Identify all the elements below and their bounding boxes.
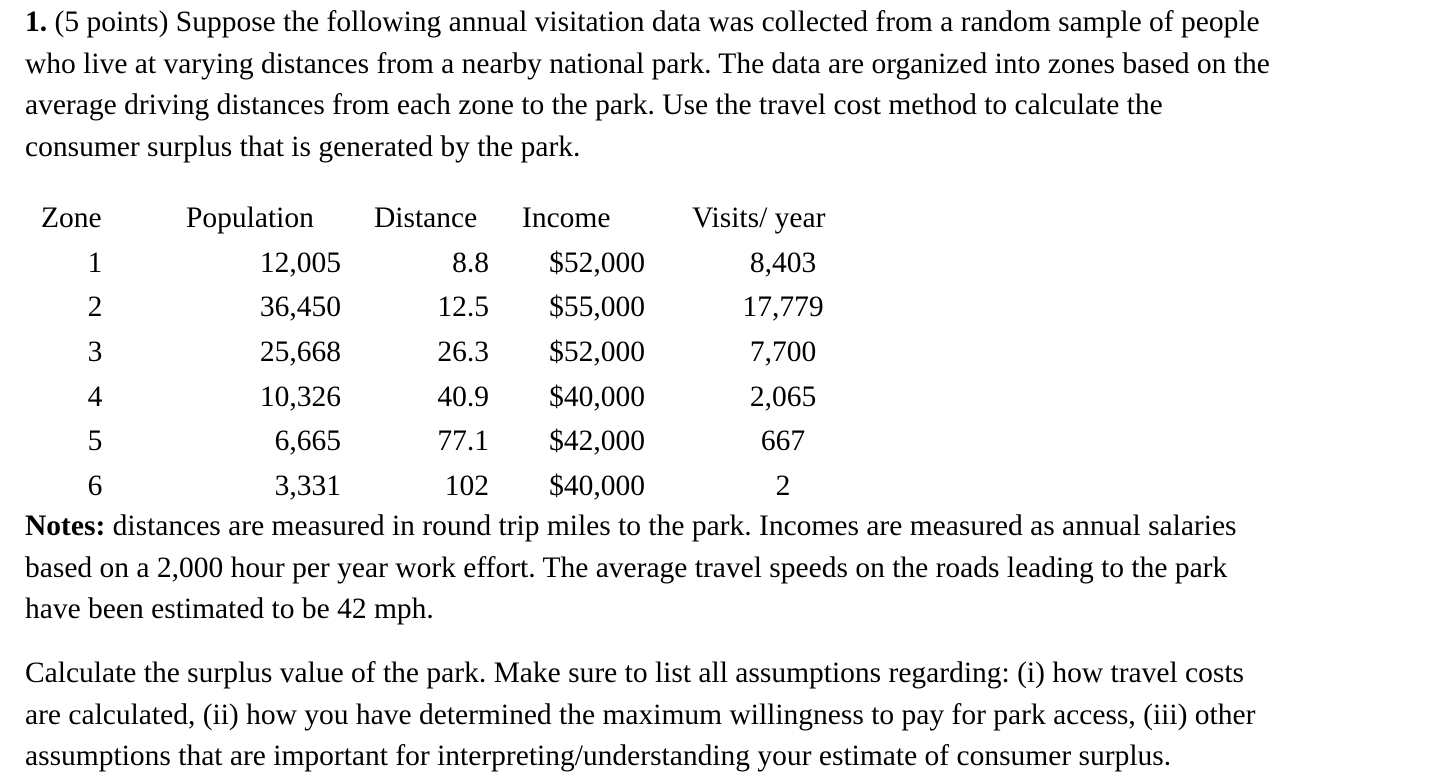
- cell-income: $40,000: [549, 381, 645, 413]
- instructions-line-2: are calculated, (ii) how you have determined the maximum willingness to pay for park access, (iii) other: [25, 698, 1256, 731]
- notes-line-1: [25, 506, 1420, 548]
- question-line-4: consumer surplus that is generated by the park.: [25, 130, 581, 163]
- header-distance: Distance: [374, 202, 478, 234]
- question-number: 1.: [25, 6, 48, 38]
- cell-visits: 2: [775, 470, 791, 502]
- question-points: (5 points): [54, 6, 169, 38]
- cell-population: 6,665: [274, 425, 341, 457]
- instructions-paragraph: [25, 653, 1420, 778]
- cell-zone: 4: [87, 381, 103, 413]
- cell-population: 10,326: [259, 381, 341, 413]
- cell-distance: 77.1: [437, 425, 489, 457]
- cell-distance: 12.5: [437, 291, 489, 323]
- cell-income: $40,000: [549, 470, 645, 502]
- cell-distance: 26.3: [437, 336, 489, 368]
- instructions-line-3: assumptions that are important for interpreting/understanding your estimate of consumer surplus.: [25, 740, 1172, 772]
- cell-zone: 2: [87, 291, 103, 323]
- header-population: Population: [186, 202, 314, 234]
- cell-population: 3,331: [274, 470, 341, 502]
- cell-income: $55,000: [549, 291, 645, 323]
- cell-visits: 2,065: [749, 381, 817, 413]
- cell-visits: 667: [760, 425, 806, 457]
- instructions-line-1: Calculate the surplus value of the park. Make sure to list all assumptions regarding: (i) how travel costs: [25, 657, 1245, 689]
- question-line-2: who live at varying distances from a nearby national park. The data are organized into zones based on the: [25, 47, 1270, 80]
- question-intro-text: Suppose the following annual visitation data was collected from a random sample of people: [175, 6, 1260, 38]
- cell-zone: 1: [87, 247, 103, 279]
- cell-visits: 7,700: [749, 336, 817, 368]
- cell-visits: 8,403: [749, 247, 817, 279]
- cell-distance: 40.9: [437, 381, 489, 413]
- cell-zone: 6: [87, 470, 103, 502]
- notes-line-2: based on a 2,000 hour per year work effort. The average travel speeds on the roads leading to the park: [25, 551, 1228, 584]
- cell-distance: 8.8: [452, 247, 489, 279]
- cell-income: $52,000: [549, 336, 645, 368]
- notes-label: Notes:: [25, 510, 106, 542]
- header-zone: Zone: [41, 202, 102, 234]
- header-visits: Visits/ year: [692, 202, 826, 234]
- cell-population: 12,005: [259, 247, 341, 279]
- question-line-3: average driving distances from each zone to the park. Use the travel cost method to calculate the: [25, 89, 1163, 121]
- notes-line-3: have been estimated to be 42 mph.: [25, 593, 434, 625]
- cell-population: 25,668: [259, 336, 341, 368]
- cell-population: 36,450: [259, 291, 341, 323]
- cell-distance: 102: [444, 470, 489, 502]
- notes-paragraph: [25, 506, 1420, 631]
- cell-visits: 17,779: [742, 291, 824, 323]
- question-paragraph: [25, 2, 1420, 168]
- cell-income: $42,000: [549, 425, 645, 457]
- question-line-1: [25, 2, 1420, 44]
- notes-text: distances are measured in round trip miles to the park. Incomes are measured as annual salaries: [112, 510, 1237, 542]
- cell-zone: 5: [87, 425, 103, 457]
- cell-income: $52,000: [549, 247, 645, 279]
- cell-zone: 3: [87, 336, 103, 368]
- header-income: Income: [522, 202, 611, 234]
